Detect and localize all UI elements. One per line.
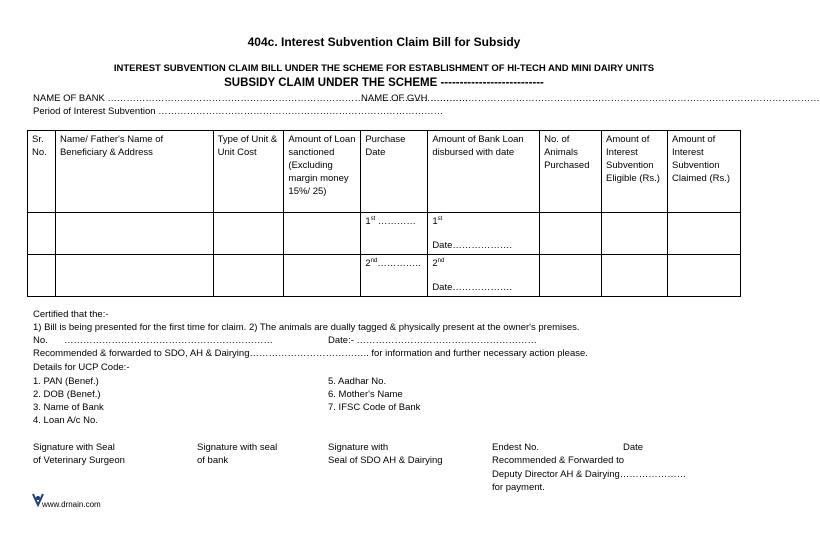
endest-date: Date bbox=[623, 442, 644, 453]
loan-ordinal-suffix: nd bbox=[437, 257, 445, 264]
cell bbox=[55, 213, 213, 255]
purchase-date-cell bbox=[361, 213, 428, 255]
header-subvention-claimed: Amount of Interest Subvention Claimed (Rs.) bbox=[668, 131, 741, 213]
header-purchase-date: Purchase Date bbox=[361, 131, 428, 213]
signature-vet-line2: of Veterinary Surgeon bbox=[33, 455, 125, 466]
name-of-bank-field: NAME OF BANK …………………………………………………………………………………………………… bbox=[33, 93, 469, 104]
cell bbox=[284, 213, 361, 255]
claim-subtitle: SUBSIDY CLAIM UNDER THE SCHEME --------------------------- bbox=[224, 77, 544, 89]
loan-date: Date………………. bbox=[432, 240, 513, 251]
detail-item: 3. Name of Bank bbox=[33, 402, 104, 413]
cell bbox=[213, 213, 284, 255]
detail-item: 2. DOB (Benef.) bbox=[33, 389, 101, 400]
no-field: ………………………………………………………… bbox=[64, 335, 273, 346]
header-loan-disbursed: Amount of Bank Loan disbursed with date bbox=[428, 131, 540, 213]
signature-bank-line1: Signature with seal bbox=[197, 442, 278, 453]
endest-line2: Recommended & Forwarded to bbox=[492, 455, 625, 466]
purchase-ordinal-suffix: nd bbox=[370, 257, 378, 264]
cell bbox=[668, 255, 741, 297]
purchase-ordinal-suffix: st bbox=[370, 215, 376, 222]
cell bbox=[668, 213, 741, 255]
loan-date: Date………………. bbox=[432, 282, 513, 293]
detail-item: 5. Aadhar No. bbox=[328, 376, 387, 387]
loan-ordinal: 2 bbox=[432, 258, 438, 269]
table-row bbox=[28, 255, 741, 297]
cell bbox=[28, 255, 56, 297]
endest-line4: for payment. bbox=[492, 482, 545, 493]
header-beneficiary: Name/ Father's Name of Beneficiary & Address bbox=[55, 131, 213, 213]
detail-item: 4. Loan A/c No. bbox=[33, 415, 98, 426]
loan-ordinal-suffix: st bbox=[437, 215, 443, 222]
header-subvention-eligible: Amount of Interest Subvention Eligible (Rs.) bbox=[602, 131, 668, 213]
cell bbox=[28, 213, 56, 255]
detail-item: 1. PAN (Benef.) bbox=[33, 376, 99, 387]
cell bbox=[602, 255, 668, 297]
purchase-dots: ………… bbox=[375, 216, 416, 227]
signature-sdo-line1: Signature with bbox=[328, 442, 389, 453]
cell bbox=[213, 255, 284, 297]
header-animals-purchased: No. of Animals Purchased bbox=[540, 131, 602, 213]
purchase-dots: ………….. bbox=[377, 258, 421, 269]
signature-vet-line1: Signature with Seal bbox=[33, 442, 115, 453]
scheme-subtitle: INTEREST SUBVENTION CLAIM BILL UNDER THE SCHEME FOR ESTABLISHMENT OF HI-TECH AND MINI DAIRY UNITS bbox=[113, 63, 655, 74]
period-field: Period of Interest Subvention ……………………………………………………………………………… bbox=[33, 106, 444, 117]
purchase-ordinal: 2 bbox=[365, 258, 371, 269]
signature-bank-line2: of bank bbox=[197, 455, 229, 466]
cell bbox=[540, 255, 602, 297]
header-sr-no: Sr. No. bbox=[28, 131, 56, 213]
certified-heading: Certified that the:- bbox=[33, 309, 109, 320]
website-url: www.drnain.com bbox=[42, 500, 101, 509]
cell bbox=[540, 213, 602, 255]
endest-no: Endest No. bbox=[492, 442, 539, 453]
header-loan-sanctioned: Amount of Loan sanctioned (Excluding margin money 15%/ 25) bbox=[284, 131, 361, 213]
date-field: Date:- ………………………………………………… bbox=[328, 335, 538, 346]
loan-disbursed-cell bbox=[428, 213, 540, 255]
no-label: No. bbox=[33, 335, 48, 346]
signature-sdo-line2: Seal of SDO AH & Dairying bbox=[328, 455, 443, 466]
endest-line3: Deputy Director AH & Dairying………………… bbox=[492, 469, 687, 480]
detail-item: 6. Mother's Name bbox=[328, 389, 403, 400]
cell bbox=[55, 255, 213, 297]
certified-statement: 1) Bill is being presented for the first time for claim. 2) The animals are dually tagged & physically present at the owner's premises. bbox=[33, 322, 580, 333]
cell bbox=[284, 255, 361, 297]
name-of-gvh-field: NAME OF GVH …………………………………………………………………………………………………………… bbox=[361, 93, 820, 104]
ucp-details-heading: Details for UCP Code:- bbox=[33, 362, 130, 373]
claim-table bbox=[27, 130, 741, 297]
detail-item: 7. IFSC Code of Bank bbox=[328, 402, 421, 413]
loan-disbursed-cell bbox=[428, 255, 540, 297]
cell bbox=[602, 213, 668, 255]
table-header-row bbox=[28, 131, 741, 213]
header-unit-type: Type of Unit & Unit Cost bbox=[213, 131, 284, 213]
table-row bbox=[28, 213, 741, 255]
recommended-line: Recommended & forwarded to SDO, AH & Dairying……………………………….. for information and further necessary action please. bbox=[33, 348, 588, 359]
purchase-ordinal: 1 bbox=[365, 216, 371, 227]
purchase-date-cell bbox=[361, 255, 428, 297]
loan-ordinal: 1 bbox=[432, 216, 438, 227]
page-title: 404c. Interest Subvention Claim Bill for Subsidy bbox=[247, 35, 521, 49]
